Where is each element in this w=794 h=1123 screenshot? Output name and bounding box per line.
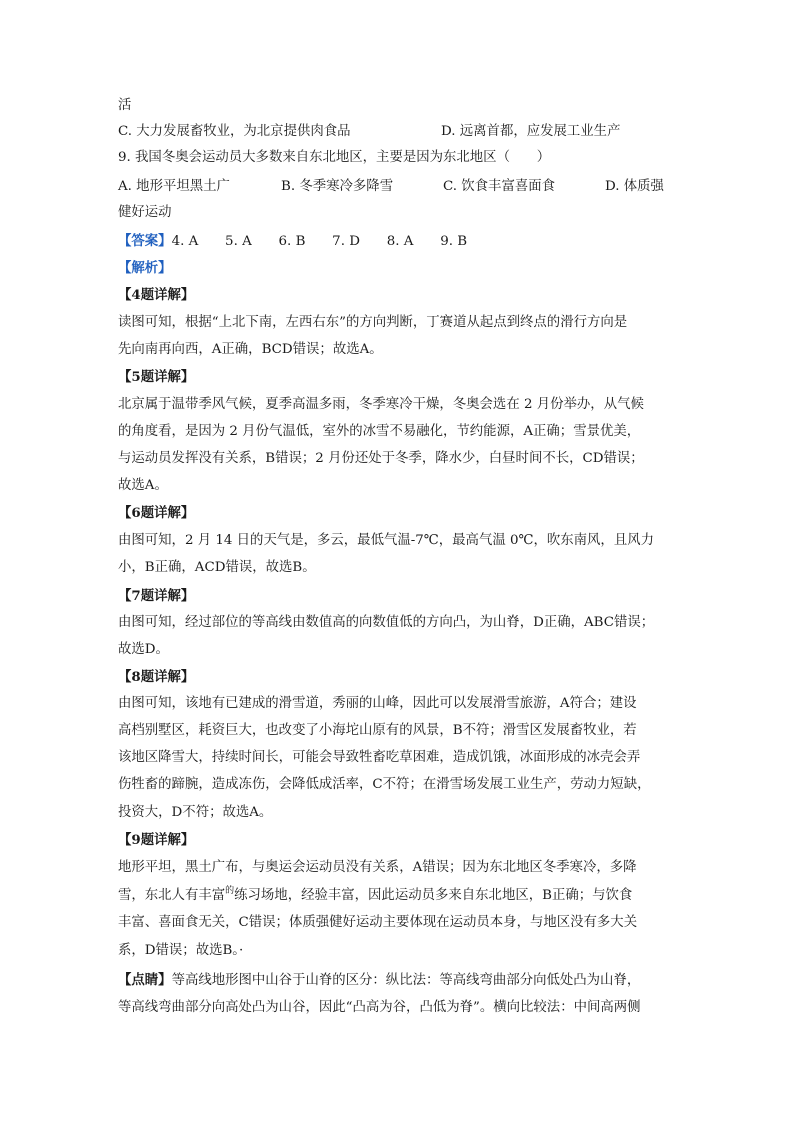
text-line: 读图可知，根据“上北下南，左西右东”的方向判断，丁赛道从起点到终点的滑行方向是 [118, 315, 628, 330]
text-line: 由图可知，2 月 14 日的天气是，多云，最低气温-7℃，最高气温 0℃，吹东南风，且风力 [118, 533, 654, 548]
text-line: 故选A。 [118, 478, 168, 493]
answer-line [118, 231, 467, 252]
section-heading: 【5题详解】 [118, 369, 195, 385]
tip-label: 【点睛】 [118, 972, 172, 988]
text-line: 活 [118, 98, 132, 113]
text-line: 系，D错误；故选B。· [118, 943, 244, 958]
section-heading: 【8题详解】 [118, 669, 195, 685]
tip-text: 等高线地形图中山谷于山脊的区分：纵比法：等高线弯曲部分向低处凸为山脊， [171, 973, 641, 988]
text-line: 与运动员发挥没有关系，B错误；2 月份还处于冬季，降水少，白昼时间不长，CD错误； [118, 451, 644, 466]
text-line: 健好运动 [118, 205, 172, 220]
text-line: 由图可知，经过部位的等高线由数值高的向数值低的方向凸，为山脊，D正确，ABC错误； [118, 615, 655, 630]
tip-line [118, 970, 640, 991]
text-line [118, 886, 632, 907]
section-heading: 【6题详解】 [118, 505, 195, 521]
text-line: 的角度看，是因为 2 月份气温低，室外的冰雪不易融化，节约能源，A正确；雪景优美， [118, 424, 641, 439]
text-fragment: 练习场地，经验丰富，因此运动员多来自东北地区，B正确；与饮食 [234, 888, 633, 903]
text-fragment: 的 [225, 886, 235, 896]
section-heading: 【9题详解】 [118, 832, 195, 848]
analysis-heading: 【解析】 [118, 260, 172, 276]
text-line: 先向南再向西，A正确，BCD错误；故选A。 [118, 342, 383, 357]
answer-text: 4. A 5. A 6. B 7. D 8. A 9. B [171, 234, 468, 249]
text-line: 地形平坦，黑土广布，与奥运会运动员没有关系，A错误；因为东北地区冬季寒冷，多降 [118, 860, 637, 875]
text-line: 故选D。 [118, 642, 169, 657]
section-heading: 【4题详解】 [118, 287, 195, 303]
option-d: D. 体质强 [605, 179, 664, 194]
question-9: 9. 我国冬奥会运动员大多数来自东北地区，主要是因为东北地区（ ） [118, 150, 551, 165]
text-line: 投资大，D不符；故选A。 [118, 805, 273, 820]
section-heading: 【7题详解】 [118, 588, 195, 604]
option-d: D. 远离首都，应发展工业生产 [441, 124, 621, 139]
text-fragment: 雪，东北人有丰富 [118, 888, 226, 903]
option-c: C. 大力发展畜牧业，为北京提供肉食品 [118, 124, 351, 139]
text-line: 高档别墅区，耗资巨大，也改变了小海坨山原有的风景，B不符；滑雪区发展畜牧业，若 [118, 723, 637, 738]
text-line: 该地区降雪大，持续时间长，可能会导致牲畜吃草困难，造成饥饿，冰面形成的冰壳会弄 [118, 750, 641, 765]
answer-label: 【答案】 [118, 233, 172, 249]
text-line: 北京属于温带季风气候，夏季高温多雨，冬季寒冷干燥，冬奥会选在 2 月份举办，从气候 [118, 397, 644, 412]
option-a: A. 地形平坦黑土广 [118, 179, 230, 194]
text-line: 丰富、喜面食无关，C错误；体质强健好运动主要体现在运动员本身，与地区没有多大关 [118, 915, 638, 930]
option-b: B. 冬季寒冷多降雪 [281, 179, 394, 194]
text-line: 小，B正确，ACD错误，故选B。 [118, 560, 316, 575]
option-c: C. 饮食丰富喜面食 [443, 179, 556, 194]
text-line: 由图可知，该地有已建成的滑雪道，秀丽的山峰，因此可以发展滑雪旅游，A符合；建设 [118, 696, 637, 711]
text-line: 等高线弯曲部分向高处凸为山谷，因此“凸高为谷，凸低为脊”。横向比较法：中间高两侧 [118, 1000, 641, 1015]
text-line: 伤牲畜的蹄腕，造成冻伤，会降低成活率，C不符；在滑雪场发展工业生产，劳动力短缺， [118, 777, 651, 792]
